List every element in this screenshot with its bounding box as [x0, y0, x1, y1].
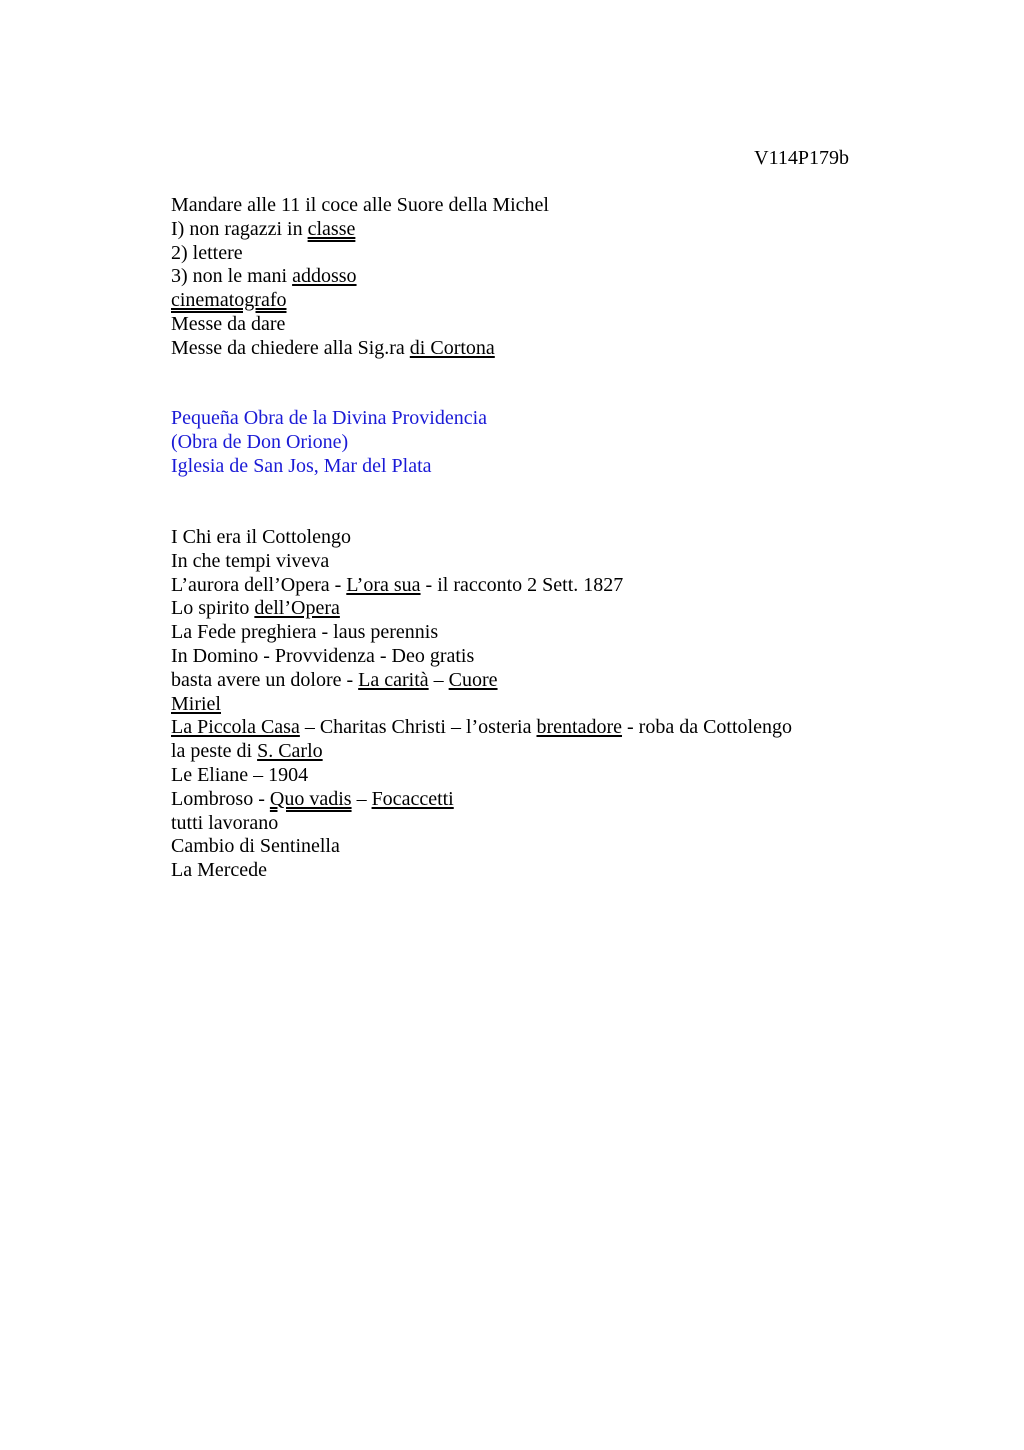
address-block — [171, 407, 871, 478]
text-line — [171, 455, 871, 479]
underlined-text: Miriel — [171, 692, 221, 715]
text-line — [171, 407, 871, 431]
text-line — [171, 645, 871, 669]
text-line — [171, 693, 871, 717]
text-segment: I Chi era il Cottolengo — [171, 526, 351, 548]
text-segment: Iglesia de San Jos, Mar del Plata — [171, 454, 432, 477]
text-segment: Lo spirito — [171, 597, 255, 620]
underlined-text: addosso — [292, 265, 357, 288]
text-segment: - roba da Cottolengo — [622, 716, 792, 739]
text-line — [171, 242, 871, 266]
underlined-text: Quo vadis — [269, 787, 352, 810]
text-segment: 3) non le mani — [171, 265, 293, 288]
text-line — [171, 194, 871, 218]
text-line — [171, 597, 871, 621]
text-line — [171, 337, 871, 361]
text-segment: Cambio di Sentinella — [171, 835, 340, 858]
text-segment: L’aurora dell’Opera - — [171, 573, 347, 596]
underlined-text: Cuore — [448, 668, 498, 691]
page-reference: V114P179b — [754, 147, 849, 169]
text-segment: - il racconto 2 Sett. 1827 — [420, 573, 624, 596]
underlined-text: dell’Opera — [254, 597, 340, 620]
underlined-text: classe — [307, 217, 356, 240]
text-line — [171, 574, 871, 598]
underlined-text: di Cortona — [409, 336, 495, 359]
text-segment: Messe da dare — [171, 312, 286, 335]
text-segment: 2) lettere — [171, 241, 243, 264]
text-line — [171, 740, 871, 764]
text-segment: (Obra de Don Orione) — [171, 430, 349, 453]
text-segment: – Charitas Christi – l’osteria — [299, 716, 537, 739]
text-segment: – — [351, 787, 372, 810]
text-line — [171, 669, 871, 693]
underlined-text: cinematografo — [171, 289, 287, 312]
text-line — [171, 835, 871, 859]
text-line — [171, 289, 871, 313]
text-line — [171, 218, 871, 242]
text-segment: In che tempi viveva — [171, 549, 330, 572]
text-line — [171, 788, 871, 812]
text-segment: La Mercede — [171, 859, 268, 882]
text-segment: – — [428, 668, 449, 691]
text-segment: La Fede preghiera - laus perennis — [171, 621, 439, 644]
text-segment: Lombroso - — [171, 787, 270, 810]
text-line — [171, 431, 871, 455]
text-segment: Pequeña Obra de la Divina Providencia — [171, 407, 488, 429]
text-line — [171, 313, 871, 337]
outline-block — [171, 526, 871, 883]
text-segment: Messe da chiedere alla Sig.ra — [171, 336, 410, 359]
text-segment: basta avere un dolore - — [171, 668, 359, 691]
text-line — [171, 526, 871, 550]
underlined-text: S. Carlo — [257, 740, 323, 763]
text-segment: Mandare alle 11 il coce alle Suore della Michel — [171, 194, 549, 216]
text-segment: I) non ragazzi in — [171, 217, 308, 240]
text-line — [171, 859, 871, 883]
underlined-text: Focaccetti — [371, 787, 454, 810]
underlined-text: La Piccola Casa — [171, 716, 300, 739]
text-line — [171, 621, 871, 645]
underlined-text: L’ora sua — [346, 573, 421, 596]
notes-block — [171, 194, 871, 361]
text-segment: In Domino - Provvidenza - Deo gratis — [171, 644, 475, 667]
text-segment: Le Eliane – 1904 — [171, 763, 309, 786]
text-line — [171, 812, 871, 836]
underlined-text: brentadore — [536, 716, 622, 739]
text-segment: tutti lavorano — [171, 811, 279, 834]
underlined-text: La carità — [358, 668, 429, 691]
text-line — [171, 265, 871, 289]
text-line — [171, 716, 871, 740]
text-line — [171, 764, 871, 788]
text-segment: la peste di — [171, 740, 258, 763]
text-line — [171, 550, 871, 574]
